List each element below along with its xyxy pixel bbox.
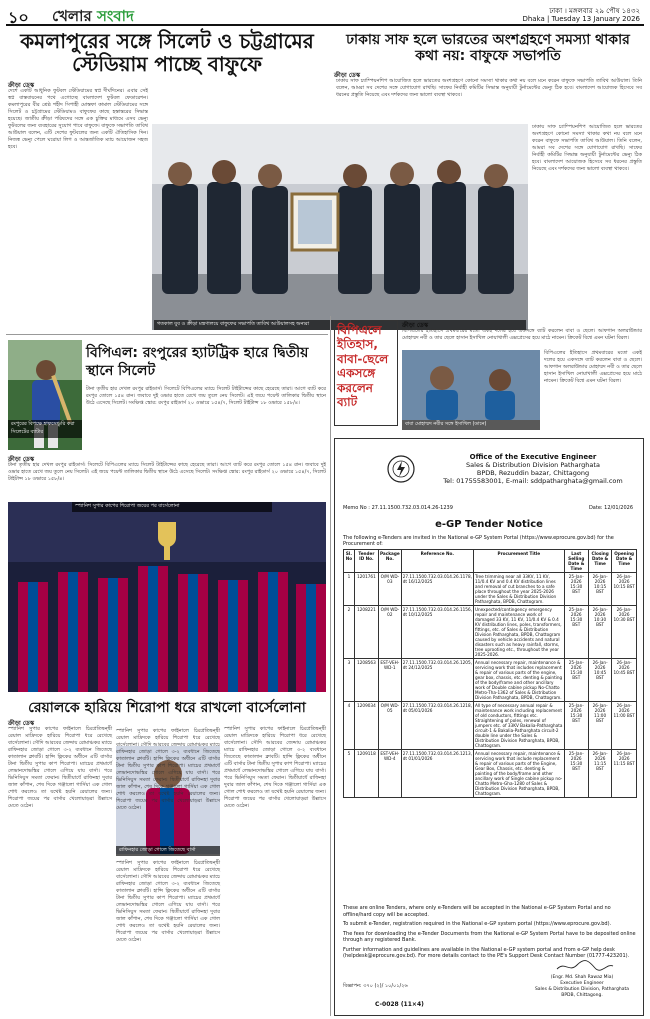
table-cell: 4 bbox=[344, 702, 355, 750]
bpl-byline: ক্রীড়া ডেস্ক bbox=[8, 456, 35, 463]
col-header: Sl. No bbox=[344, 550, 355, 573]
tender-notice bbox=[334, 438, 644, 1016]
tender-office bbox=[429, 453, 637, 485]
father-son-body: বিপিএলের ইতিহাসে প্রথমবারের মতো একই দলের হয়ে একসঙ্গে ব্যাট করলেন বাবা ও ছেলে। আফগান অলরাউন্ডার মোহাম্মদ নবী ও তার ছেলে হাসান ইসাখিল নোয়াখালী এক্সপ্রেসের হয়ে মাঠে নামেন। ক্রিকেট বিশ্বে এমন ঘটনা বিরল। bbox=[402, 328, 642, 341]
table-cell: 26-Jan-2026 11:15 BST bbox=[612, 750, 637, 798]
table-cell: 27.11.1500.732.03.014.26.1156, dt 10/12/2025 bbox=[401, 606, 473, 659]
column-divider bbox=[330, 316, 331, 1016]
table-cell: 25-Jan-2026 15:30 BST bbox=[564, 606, 588, 659]
barca-byline: ক্রীড়া ডেস্ক bbox=[8, 720, 35, 727]
table-cell: 1209118 bbox=[354, 750, 378, 798]
table-cell: O/M WD-05 bbox=[378, 702, 401, 750]
main-body: দেশে একটি আধুনিক ফুটবল স্টেডিয়ামের স্বপ্ন দীর্ঘদিনের। এবার সেই স্বপ্ন বাস্তবায়নের পথে এগোচ্ছে বাংলাদেশ ফুটবল ফেডারেশন। কমলাপুরের বীর শ্রেষ্ঠ শহীদ সিপাহী মোস্তফা কামাল স্টেডিয়ামের সঙ্গে সিলেট ও চট্টগ্রামের স্টেডিয়ামও বাফুফের কাছে হস্তান্তরের সিদ্ধান্ত হয়েছে। জাতীয় ক্রীড়া পরিষদের সঙ্গে এক চুক্তির মাধ্যমে এসব ভেন্যু ফুটবলের জন্য ব্যবহারের সুযোগ পাবে বাফুফে। বাফুফে সভাপতি তাবিথ আউয়াল বলেন, এটি দেশের ফুটবলের জন্য একটি ঐতিহাসিক দিন। নিজস্ব ভেন্যু পেলে ঘরোয়া লিগ ও আন্তর্জাতিক ম্যাচ আয়োজন সহজ হবে। bbox=[8, 88, 148, 150]
table-cell: 26-Jan-2026 11:00 BST bbox=[588, 702, 612, 750]
tender-office-line3: BPDB, Rezuddin bazar, Chittagong bbox=[476, 469, 590, 477]
col-header: Reference No. bbox=[401, 550, 473, 573]
table-cell: 25-Jan-2026 15:30 BST bbox=[564, 659, 588, 702]
father-son-body-cont: বিপিএলের ইতিহাসে প্রথমবারের মতো একই দলের হয়ে একসঙ্গে ব্যাট করলেন বাবা ও ছেলে। আফগান অলরাউন্ডার মোহাম্মদ নবী ও তার ছেলে হাসান ইসাখিল নোয়াখালী এক্সপ্রেসের হয়ে মাঠে নামেন। ক্রিকেট বিশ্বে এমন ঘটনা বিরল। bbox=[544, 350, 642, 384]
table-cell: 26-Jan-2026 10:30 BST bbox=[588, 606, 612, 659]
date-english: Dhaka | Tuesday 13 January 2026 bbox=[522, 15, 640, 23]
tender-note-4: Further information and guidelines are available in the National e-GP system portal and from e-GP help desk (helpdesk@eprocure.gov.bd). For more details contact to the PE's Support Desk Contact Number (01777-423201). bbox=[343, 946, 630, 959]
barca-photo bbox=[8, 502, 326, 692]
tender-notes bbox=[343, 905, 637, 963]
signature-icon bbox=[555, 959, 615, 973]
meeting-photo-graphic bbox=[152, 124, 528, 330]
tender-note-2: To submit e-Tender, registration required in the National e-GP system portal (https://www.eprocure.gov.bd). bbox=[343, 921, 612, 927]
table-cell: 1209034 bbox=[354, 702, 378, 750]
father-son-graphic bbox=[402, 350, 540, 420]
tender-table-header bbox=[344, 550, 637, 573]
table-cell: 25-Jan-2026 15:30 BST bbox=[564, 573, 588, 606]
col-header: Package No. bbox=[378, 550, 401, 573]
tender-ad-code: বিজ্ঞাপন: ৩৭০ (২)/ ১০/০১/২৬ bbox=[343, 983, 408, 989]
table-cell: 25-Jan-2026 15:30 BST bbox=[564, 750, 588, 798]
table-cell: All type of necessary annual repair & maintenance work including replacement of old conductors, fittings etc. Straightening of poles, renewal of jumpers etc. of 33KV Bakalia-Patharghata circuit-1 & Bakalia-Patharghata circuit-2 double line under the Sales & Distribution Division Patharghata, BPDB, Chattogram. bbox=[474, 703, 563, 748]
father-son-headline: বিপিএলে ইতিহাস, বাবা-ছেলে একসঙ্গে করলেন ব্যাট bbox=[334, 320, 398, 426]
table-cell: 1201761 bbox=[354, 573, 378, 606]
saff-body-cont: ঢাকায় সাফ চ্যাম্পিয়নশিপ আয়োজিত হলে ভারতের অংশগ্রহণে কোনো সমস্যা থাকার কথা নয় বলে মনে করেন বাফুফে সভাপতি তাবিথ আউয়াল। তিনি বলেন, আমরা সব দেশের সঙ্গে যোগাযোগ রাখছি। সাফের নির্বাহী কমিটির সিদ্ধান্ত অনুযায়ী টুর্নামেন্টের ভেন্যু ঠিক হবে। বাংলাদেশ আয়োজক হিসেবে সব ধরনের প্রস্তুতি নিয়েছে এবং দর্শকদের জন্য ভালো ব্যবস্থা থাকবে। bbox=[532, 124, 642, 172]
table-cell: Unexpected/contingency emergency repair and maintenance work of damaged 33 KV, 11 KV, 11/0.4 KV & 0.4 KV distribution lines, poles, transformers, fittings, etc. of Sales & Distribution Division Patharghata, BPDB, Chattogram caused by vehicle accidents and natural disasters such as heavy rainfall, storms, tree uprooting etc., throughout the year 2025-2026. bbox=[473, 606, 564, 659]
col-header: Closing Date & Time bbox=[588, 550, 612, 573]
table-cell: 26-Jan-2026 10:30 BST bbox=[612, 606, 637, 659]
table-cell: 26-Jan-2026 10:45 BST bbox=[612, 659, 637, 702]
table-cell: 27.11.1500.732.03.014.26.1213, dt 01/01/2026 bbox=[401, 750, 473, 798]
sig-org: BPDB, Chittagong. bbox=[561, 993, 603, 998]
date-bangla: ঢাকা । মঙ্গলবার ২৯ পৌষ ১৪৩২ bbox=[549, 7, 640, 15]
table-cell: 27.11.1500.732.03.014.26.1178, dt 16/12/2025 bbox=[401, 573, 473, 606]
tender-signature-block bbox=[525, 975, 639, 999]
trophy-celebration-graphic bbox=[8, 502, 326, 692]
table-cell: 26-Jan-2026 10:15 BST bbox=[612, 573, 637, 606]
tender-code: C-0028 (11×4) bbox=[375, 1001, 424, 1008]
table-cell: 1208563 bbox=[354, 659, 378, 702]
barca-body-d: স্প্যানিশ সুপার কাপের ফাইনালে চিরপ্রতিদ্বন্দ্বী রেয়াল মাদ্রিদকে হারিয়ে শিরোপা ধরে রেখেছে বার্সেলোনা। সৌদি আরবের জেদ্দায় রোমাঞ্চকর ম্যাচে রাফিনহার জোড়া গোলে ৩-২ ব্যবধানে জিতেছে কাতালান ক্লাবটি। হান্সি ফ্লিকের অধীনে এটি বার্সার টানা দ্বিতীয় সুপার কাপ শিরোপা। ম্যাচের প্রথমার্ধে লেভানদোভস্কির গোলে এগিয়ে যায় বার্সা। পরে ভিনিসিয়ুস সমতা ফেরান। দ্বিতীয়ার্ধে রাফিনহা দুবার জাল কাঁপান, শেষ দিকে গঞ্জালো গার্সিয়া এক গোল শোধ করলেও তা যথেষ্ট হয়নি রেয়ালের জন্য। শিরোপা জয়ের পর বার্সার খেলোয়াড়রা উল্লাসে মেতে ওঠেন। bbox=[224, 726, 326, 809]
table-cell: 26-Jan-2026 11:15 BST bbox=[588, 750, 612, 798]
table-cell: 26-Jan-2026 11:00 BST bbox=[612, 702, 637, 750]
bpl-photo-caption: রংপুরের বিপক্ষে হাফসেঞ্চুরি করা সিলেটের ব্যাটার bbox=[8, 420, 82, 438]
bpl-headline: বিপিএল: রংপুরের হ্যাটট্রিক হারে দ্বিতীয় স্থানে সিলেট bbox=[86, 345, 309, 380]
saff-body: ঢাকায় সাফ চ্যাম্পিয়নশিপ আয়োজিত হলে ভারতের অংশগ্রহণে কোনো সমস্যা থাকার কথা নয় বলে মনে করেন বাফুফে সভাপতি তাবিথ আউয়াল। তিনি বলেন, আমরা সব দেশের সঙ্গে যোগাযোগ রাখছি। সাফের নির্বাহী কমিটির সিদ্ধান্ত অনুযায়ী টুর্নামেন্টের ভেন্যু ঠিক হবে। বাংলাদেশ আয়োজক হিসেবে সব ধরনের প্রস্তুতি নিয়েছে এবং দর্শকদের জন্য ভালো ব্যবস্থা থাকবে। bbox=[336, 78, 642, 98]
divider bbox=[6, 334, 328, 335]
barca-headline: রেয়ালকে হারিয়ে শিরোপা ধরে রাখলো বার্সেলোনা bbox=[28, 700, 306, 716]
main-photo-caption: গতকাল যুব ও ক্রীড়া মন্ত্রণালয়ে বাফুফের সভাপতি তাবিথ আউয়ালসহ অন্যরা bbox=[154, 320, 526, 330]
table-row bbox=[344, 702, 637, 750]
sig-title: Executive Engineer bbox=[560, 981, 604, 986]
section-title bbox=[52, 5, 134, 30]
sig-office: Sales & Distribution Division, Patharghata bbox=[534, 987, 630, 992]
tender-note-1: These are online Tenders, where only e-Tenders will be accepted in the National e-GP System Portal and no offline/hard copy will be accepted. bbox=[343, 905, 611, 918]
table-cell: 1208221 bbox=[354, 606, 378, 659]
table-row bbox=[344, 659, 637, 702]
tender-office-contact: Tel: 01755583001, E-mail: sddpatharghata@gmail.com bbox=[443, 477, 623, 485]
col-header: Procurement Title bbox=[473, 550, 564, 573]
saff-byline: ক্রীড়া ডেস্ক bbox=[334, 72, 361, 79]
tender-note-3: The fees for downloading the e-Tender Documents from the National e-GP System Portal have to be deposited online through any registered Bank. bbox=[343, 930, 636, 943]
table-cell: 26-Jan-2026 10:15 BST bbox=[588, 573, 612, 606]
table-cell: EST-VEH-WD-4 bbox=[378, 750, 401, 798]
barca-body-c: স্প্যানিশ সুপার কাপের ফাইনালে চিরপ্রতিদ্বন্দ্বী রেয়াল মাদ্রিদকে হারিয়ে শিরোপা ধরে রেখেছে বার্সেলোনা। সৌদি আরবের জেদ্দায় রোমাঞ্চকর ম্যাচে রাফিনহার জোড়া গোলে ৩-২ ব্যবধানে জিতেছে কাতালান ক্লাবটি। হান্সি ফ্লিকের অধীনে এটি বার্সার টানা দ্বিতীয় সুপার কাপ শিরোপা। ম্যাচের প্রথমার্ধে লেভানদোভস্কির গোলে এগিয়ে যায় বার্সা। পরে ভিনিসিয়ুস সমতা ফেরান। দ্বিতীয়ার্ধে রাফিনহা দুবার জাল কাঁপান, শেষ দিকে গঞ্জালো গার্সিয়া এক গোল শোধ করলেও তা যথেষ্ট হয়নি রেয়ালের জন্য। শিরোপা জয়ের পর বার্সার খেলোয়াড়রা উল্লাসে মেতে ওঠেন। bbox=[116, 860, 220, 943]
section-title-b: সংবাদ bbox=[96, 7, 134, 25]
main-headline: কমলাপুরের সঙ্গে সিলেট ও চট্টগ্রামের স্টেডিয়াম পাচ্ছে বাফুফে bbox=[20, 29, 314, 76]
table-row bbox=[344, 606, 637, 659]
main-photo bbox=[152, 124, 528, 330]
table-cell: Tree trimming near all 33KV, 11 KV, 11/0.4 KV and 0.4 KV distribution lines and removal of cut branches to a safe place throughout the year 2025-2026 under the Sales & Distribution Division Patharghata, BPDB, Chattogram. bbox=[473, 573, 564, 606]
table-cell: O/M WD-03 bbox=[378, 573, 401, 606]
table-cell: Annual necessary repair, maintenance & servicing work that include replacement & repair of various parts of the Engine, Gear Box, Chassis, etc. denting & painting of the body/frame and other ancillary work of Single cabine pickup no- Chatto Metro-Gha-1280 of Sales & Distribution Division Patharghata, BPDB, Chattogram. bbox=[474, 751, 563, 796]
main-byline: ক্রীড়া ডেস্ক bbox=[8, 82, 35, 89]
bpl-body: টানা তৃতীয় হার দেখল রংপুর রাইডার্স। সিলেটে বিপিএলের ম্যাচে সিলেট টাইটান্সের কাছে হেরেছে তারা। আগে ব্যাট করে রংপুর তোলে ১৫৪ রান। জবাবে দুই ওভার হাতে রেখে জয় তুলে নেয় সিলেট। এই জয়ে পয়েন্ট তালিকার দ্বিতীয় স্থানে উঠে এসেছে সিলেট। সংক্ষিপ্ত স্কোর: রংপুর রাইডার্স ২০ ওভারে ১৫৪/৭, সিলেট টাইটান্স ১৮ ওভারে ১৫৮/৪। bbox=[86, 386, 326, 406]
tender-title: e-GP Tender Notice bbox=[435, 519, 543, 530]
table-cell: 3 bbox=[344, 659, 355, 702]
tender-date: Date: 12/01/2026 bbox=[588, 505, 633, 511]
barca-photo-caption-2: রাফিনহার জোড়া গোলে জিতেছে বার্সা bbox=[116, 846, 220, 856]
table-cell: 27.11.1500.732.03.014.26.1205, dt 24/12/2025 bbox=[401, 659, 473, 702]
bpdb-logo-icon bbox=[387, 455, 415, 483]
table-cell: O/M WD-02 bbox=[378, 606, 401, 659]
tender-office-name: Office of the Executive Engineer bbox=[469, 453, 597, 461]
page-number: ১০ bbox=[8, 8, 29, 27]
col-header: Tender ID No. bbox=[354, 550, 378, 573]
tender-table bbox=[343, 549, 637, 798]
table-cell: 25-Jan-2026 15:30 BST bbox=[564, 702, 588, 750]
table-cell: 5 bbox=[344, 750, 355, 798]
sig-name: (Engr. Md. Shah Rawaz Mia) bbox=[550, 975, 614, 980]
saff-headline: ঢাকায় সাফ হলে ভারতের অংশগ্রহণে সমস্যা থাকার কথা নয়: বাফুফে সভাপতি bbox=[346, 32, 630, 65]
col-header: Opening Date & Time bbox=[612, 550, 637, 573]
table-cell: 27.11.1500.732.03.014.26.1218, dt 05/01/2026 bbox=[401, 702, 473, 750]
table-cell: 2 bbox=[344, 606, 355, 659]
table-cell: Annual necessary repair, maintenance & servicing work that includes replacement & repair of various parts of the engine, gear box, chassis, etc. denting & painting of the body/frame and other ancillary work of Double cabine pickup No-Chatto Metro-Tha-1362 of Sales & Distribution Division Patharghata, BPDB, Chattogram. bbox=[474, 660, 563, 700]
barca-photo-caption: স্প্যানিশ সুপার কাপের শিরোপা জয়ের পর বার্সেলোনা bbox=[72, 502, 272, 512]
table-row bbox=[344, 573, 637, 606]
bpl-body-cont: টানা তৃতীয় হার দেখল রংপুর রাইডার্স। সিলেটে বিপিএলের ম্যাচে সিলেট টাইটান্সের কাছে হেরেছে তারা। আগে ব্যাট করে রংপুর তোলে ১৫৪ রান। জবাবে দুই ওভার হাতে রেখে জয় তুলে নেয় সিলেট। এই জয়ে পয়েন্ট তালিকার দ্বিতীয় স্থানে উঠে এসেছে সিলেট। সংক্ষিপ্ত স্কোর: রংপুর রাইডার্স ২০ ওভারে ১৫৪/৭, সিলেট টাইটান্স ১৮ ওভারে ১৫৮/৪। bbox=[8, 462, 326, 482]
tender-intro: The following e-Tenders are invited in the National e-GP System Portal (https://www.eprocure.gov.bd) for the Procurement of: bbox=[343, 535, 614, 547]
col-header: Last Selling Date & Time bbox=[564, 550, 588, 573]
table-cell: 26-Jan-2026 10:45 BST bbox=[588, 659, 612, 702]
tender-memo: Memo No : 27.11.1500.732.03.014.26-1239 bbox=[343, 505, 453, 511]
barca-body-b: স্প্যানিশ সুপার কাপের ফাইনালে চিরপ্রতিদ্বন্দ্বী রেয়াল মাদ্রিদকে হারিয়ে শিরোপা ধরে রেখেছে বার্সেলোনা। সৌদি আরবের জেদ্দায় রোমাঞ্চকর ম্যাচে রাফিনহার জোড়া গোলে ৩-২ ব্যবধানে জিতেছে কাতালান ক্লাবটি। হান্সি ফ্লিকের অধীনে এটি বার্সার টানা দ্বিতীয় সুপার কাপ শিরোপা। ম্যাচের প্রথমার্ধে লেভানদোভস্কির গোলে এগিয়ে যায় বার্সা। পরে ভিনিসিয়ুস সমতা ফেরান। দ্বিতীয়ার্ধে রাফিনহা দুবার জাল কাঁপান, শেষ দিকে গঞ্জালো গার্সিয়া এক গোল শোধ করলেও তা যথেষ্ট হয়নি রেয়ালের জন্য। শিরোপা জয়ের পর বার্সার খেলোয়াড়রা উল্লাসে মেতে ওঠেন। bbox=[116, 728, 220, 811]
tender-office-line2: Sales & Distribution Division Patharghata bbox=[466, 461, 600, 469]
table-cell: EST-VEH-WD-1 bbox=[378, 659, 401, 702]
section-title-a: খেলার bbox=[52, 7, 97, 25]
barca-body: স্প্যানিশ সুপার কাপের ফাইনালে চিরপ্রতিদ্বন্দ্বী রেয়াল মাদ্রিদকে হারিয়ে শিরোপা ধরে রেখেছে বার্সেলোনা। সৌদি আরবের জেদ্দায় রোমাঞ্চকর ম্যাচে রাফিনহার জোড়া গোলে ৩-২ ব্যবধানে জিতেছে কাতালান ক্লাবটি। হান্সি ফ্লিকের অধীনে এটি বার্সার টানা দ্বিতীয় সুপার কাপ শিরোপা। ম্যাচের প্রথমার্ধে লেভানদোভস্কির গোলে এগিয়ে যায় বার্সা। পরে ভিনিসিয়ুস সমতা ফেরান। দ্বিতীয়ার্ধে রাফিনহা দুবার জাল কাঁপান, শেষ দিকে গঞ্জালো গার্সিয়া এক গোল শোধ করলেও তা যথেষ্ট হয়নি রেয়ালের জন্য। শিরোপা জয়ের পর বার্সার খেলোয়াড়রা উল্লাসে মেতে ওঠেন। bbox=[8, 726, 112, 809]
father-son-caption: বাবা মোহাম্মদ নবীর সঙ্গে ইসাখিল (ডানে) bbox=[402, 420, 540, 430]
father-son-byline: ক্রীড়া ডেস্ক bbox=[402, 322, 429, 329]
table-cell: 1 bbox=[344, 573, 355, 606]
father-son-photo bbox=[402, 350, 540, 420]
masthead bbox=[6, 4, 644, 26]
table-row bbox=[344, 750, 637, 798]
